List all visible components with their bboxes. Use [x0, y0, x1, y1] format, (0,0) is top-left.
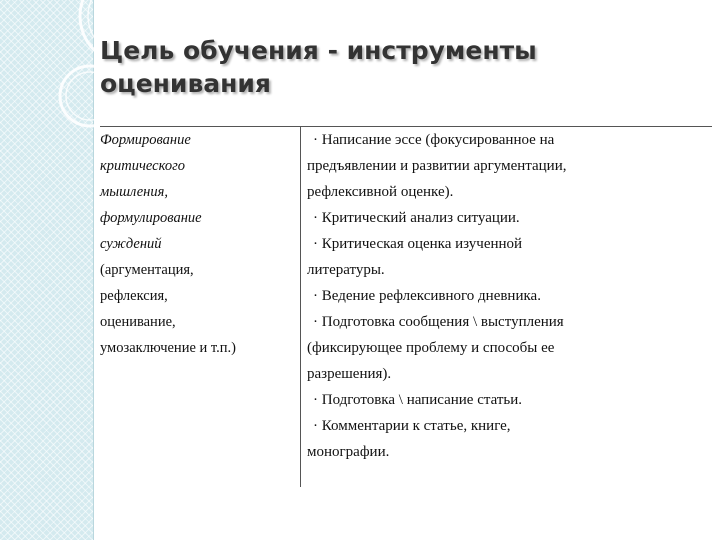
- left-italic-line: Формирование: [100, 132, 191, 148]
- left-normal-line: оценивание,: [100, 314, 176, 330]
- slide-title-line-1: Цель обучения - инструменты: [100, 36, 537, 65]
- list-item-line: Ведение рефлексивного дневника.: [321, 288, 541, 304]
- left-normal-line: рефлексия,: [100, 288, 168, 304]
- bullet-glyph: ·: [313, 314, 318, 330]
- list-item-line: Подготовка \ написание статьи.: [321, 392, 523, 408]
- table-column-divider: [300, 127, 301, 487]
- list-item-line: рефлексивной оценке).: [307, 184, 454, 200]
- bullet-glyph: ·: [313, 288, 318, 304]
- left-italic-line: суждений: [100, 236, 162, 252]
- bullet-glyph: ·: [313, 210, 318, 226]
- left-italic-line: формулирование: [100, 210, 202, 226]
- list-item-line: Подготовка сообщения \ выступления: [321, 314, 564, 330]
- table-right-cell: [307, 127, 707, 465]
- list-item: [307, 127, 707, 205]
- list-item-line: Комментарии к статье, книге,: [321, 418, 511, 434]
- left-italic-line: критического: [100, 158, 185, 174]
- content-table: [100, 126, 712, 486]
- bullet-glyph: ·: [313, 132, 318, 148]
- slide-title-line-2: оценивания: [100, 69, 271, 98]
- list-item: [307, 387, 707, 413]
- list-item-line: литературы.: [307, 262, 385, 278]
- list-item-line: Критическая оценка изученной: [321, 236, 523, 252]
- list-item: [307, 283, 707, 309]
- bullet-glyph: ·: [313, 236, 318, 252]
- slide-title: [100, 34, 700, 100]
- list-item-line: разрешения).: [307, 366, 392, 382]
- list-item: [307, 309, 707, 387]
- table-left-cell: [100, 127, 296, 361]
- list-item-line: Критический анализ ситуации.: [321, 210, 520, 226]
- list-item-line: монографии.: [307, 444, 390, 460]
- bullet-glyph: ·: [313, 418, 318, 434]
- list-item-line: предъявлении и развитии аргументации,: [307, 158, 567, 174]
- bullet-glyph: ·: [313, 392, 318, 408]
- left-italic-line: мышления,: [100, 184, 168, 200]
- list-item: [307, 231, 707, 283]
- list-item: [307, 413, 707, 465]
- list-item-line: Написание эссе (фокусированное на: [321, 132, 555, 148]
- list-item: [307, 205, 707, 231]
- list-item-line: (фиксирующее проблему и способы ее: [307, 340, 555, 356]
- left-normal-line: (аргументация,: [100, 262, 194, 278]
- left-normal-line: умозаключение и т.п.): [100, 340, 236, 356]
